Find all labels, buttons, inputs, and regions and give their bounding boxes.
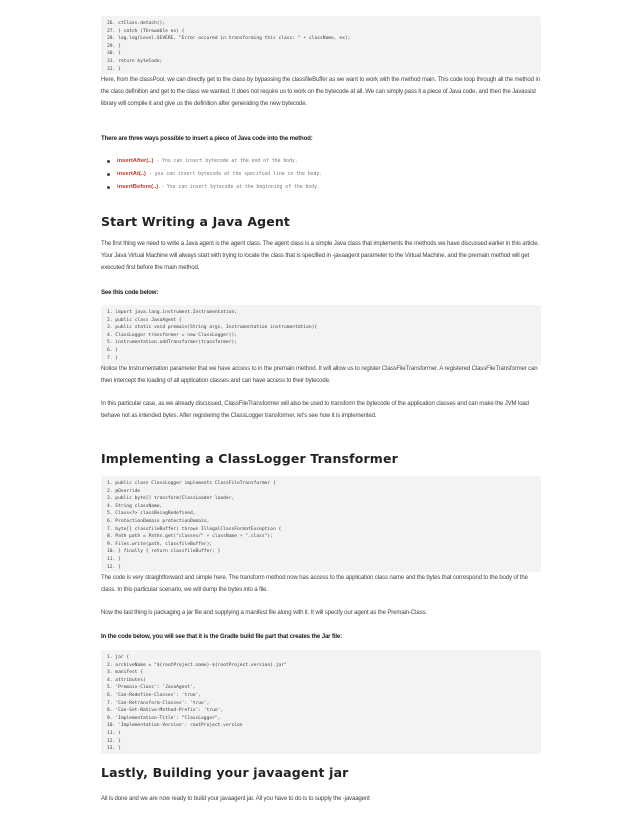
paragraph-agent-class: The first thing we need to write a Java agent is the agent class. The agent class is a simple Java class that implements the methods we have discussed earlier in this article. Your Java Virtual Machine will always start with trying to locate the class that is specified in -javaagent parameter to the Virtual Machine, and the premain method will get executed first before the main method. <box>101 240 540 271</box>
insert-methods-list <box>101 155 541 194</box>
code-line: 7. } <box>107 355 119 361</box>
code-line: 4. String className, <box>107 503 163 509</box>
code-line: 2. public class JavaAgent { <box>107 317 182 323</box>
method-name: insertAfter(..) <box>117 158 154 164</box>
code-line: 30. } <box>107 51 121 57</box>
paragraph-gradle-intro: In the code below, you will see that it is the Gradle build file part that creates the Jar file: <box>101 633 343 640</box>
bullet-icon <box>107 173 110 176</box>
paragraph-packaging: Now the last thing is packaging a jar file and supplying a manifest file along with it. It will specify our agent as the Premain-Class. <box>101 609 427 616</box>
code-line: 2. @Override <box>107 488 141 494</box>
method-description: - You can insert bytecode at the end of the body. <box>153 159 298 164</box>
method-description: - you can insert bytecode at the specified line in the body. <box>146 172 323 177</box>
section-heading-classlogger: Implementing a ClassLogger Transformer <box>101 451 398 466</box>
code-line: 8. 'Can-Set-Native-Method-Prefix': 'true', <box>107 708 224 714</box>
code-line: 4. attributes( <box>107 677 146 683</box>
section-heading-java-agent: Start Writing a Java Agent <box>101 214 291 229</box>
bullet-icon <box>107 186 110 189</box>
paragraph-instrumentation: Notice the Instrumentation parameter that we have access to in the premain method. It will allow us to register ClassFileTransformer. A registered ClassFileTransformer can then intercept the loading of all application classes and can have access to their bytecode. <box>101 365 538 384</box>
code-line: 13. } <box>107 746 121 752</box>
code-line: 7. 'Can-Retransform-Classes': 'true', <box>107 700 210 706</box>
method-list-item <box>101 181 541 194</box>
method-list-item <box>101 155 541 168</box>
code-line: 3. manifest { <box>107 670 143 676</box>
method-name: insertAt(..) <box>117 171 146 177</box>
code-block-gradle-jar <box>101 650 541 754</box>
code-line: 6. 'Can-Redefine-Classes': 'true', <box>107 692 202 698</box>
code-line: 32. } <box>107 66 121 72</box>
paragraph-transform-method: The code is very straightforward and simple here. The transform method now has access to the application class name and the bytes that correspond to the body of the class. In this particular scenario, we will dump the bytes into a file. <box>101 574 528 593</box>
code-line: 9. Files.write(path, classfileBuffer); <box>107 541 213 547</box>
bullet-icon <box>107 160 110 163</box>
code-line: 10. 'Implementation-Version': rootProject.version <box>107 723 243 729</box>
code-line: 3. public byte[] transform(ClassLoader loader, <box>107 496 235 502</box>
paragraph-build-intro: All is done and we are now ready to build your javaagent jar. All you have to do is to supply the -javaagent <box>101 795 370 802</box>
code-line: 12. } <box>107 564 121 570</box>
paragraph-transformer: In this particular case, as we already discussed, ClassFileTransformer will also be used to transform the bytecode of the application classes and can make the JVM load behave not as intended bytes. After registering the ClassLogger transformer, let's see how it is implemented. <box>101 400 529 419</box>
code-line: 11. ) <box>107 730 121 736</box>
code-line: 28. log.log(Level.SEVERE, "Error occured in transforming this class: " + className, ex); <box>107 36 351 42</box>
code-block-java-agent <box>101 305 541 365</box>
paragraph-three-ways: There are three ways possible to insert a piece of Java code into the method: <box>101 135 313 142</box>
code-line: 11. } <box>107 556 121 562</box>
code-line: 10. } finally { return classfileBuffer; } <box>107 549 221 555</box>
code-line: 2. archiveName = "${rootProject.name}-${rootProject.version}.jar" <box>107 662 287 668</box>
code-line: 27. } catch (Throwable ex) { <box>107 28 185 34</box>
code-block-transform-end <box>101 16 541 74</box>
code-line: 6. ProtectionDomain protectionDomain, <box>107 518 210 524</box>
paragraph-see-code: See this code below: <box>101 289 159 296</box>
code-line: 1. jar { <box>107 655 130 660</box>
code-line: 8. Path path = Paths.get("classes/" + className + ".class"); <box>107 534 273 540</box>
code-line: 1. import java.lang.instrument.Instrumentation; <box>107 310 237 315</box>
code-line: 3. public static void premain(String args, Instrumentation instrumentation){ <box>107 325 318 331</box>
code-line: 9. 'Implementation-Title': "ClassLogger", <box>107 715 221 721</box>
code-line: 7. byte[] classfileBuffer) throws IllegalClassFormatException { <box>107 526 282 532</box>
method-list-item <box>101 168 541 181</box>
code-line: 5. instrumentation.addTransformer(transformer); <box>107 340 237 346</box>
code-line: 4. ClassLogger transformer = new ClassLogger(); <box>107 332 237 338</box>
code-line: 26. ctClass.detach(); <box>107 21 166 26</box>
section-heading-build-jar: Lastly, Building your javaagent jar <box>101 765 349 780</box>
code-line: 5. 'Premain-Class': 'JavaAgent', <box>107 685 196 691</box>
code-line: 31. return byteCode; <box>107 58 163 64</box>
paragraph-classpool: Here, from the classPool, we can directly get to the class by bypassing the classfileBuffer as we want to work with the method main. This code loop through all the method in the class definition and get to the class we wanted. It does not require us to work on the bytecode at all. We can simply pass it a piece of Java code, and then the Javassist library will compile it and give us the definition after generating the new bytecode. <box>101 76 540 107</box>
method-description: - You can insert bytecode at the beginning of the body. <box>158 185 320 190</box>
code-line: 5. Class<?> classBeingRedefined, <box>107 511 196 517</box>
code-line: 1. public class ClassLogger implements ClassFileTransformer { <box>107 481 276 486</box>
code-line: 29. } <box>107 43 121 49</box>
code-block-classlogger <box>101 476 541 572</box>
method-name: insertBefore(..) <box>117 184 159 190</box>
code-line: 6. } <box>107 347 119 353</box>
code-line: 12. } <box>107 738 121 744</box>
